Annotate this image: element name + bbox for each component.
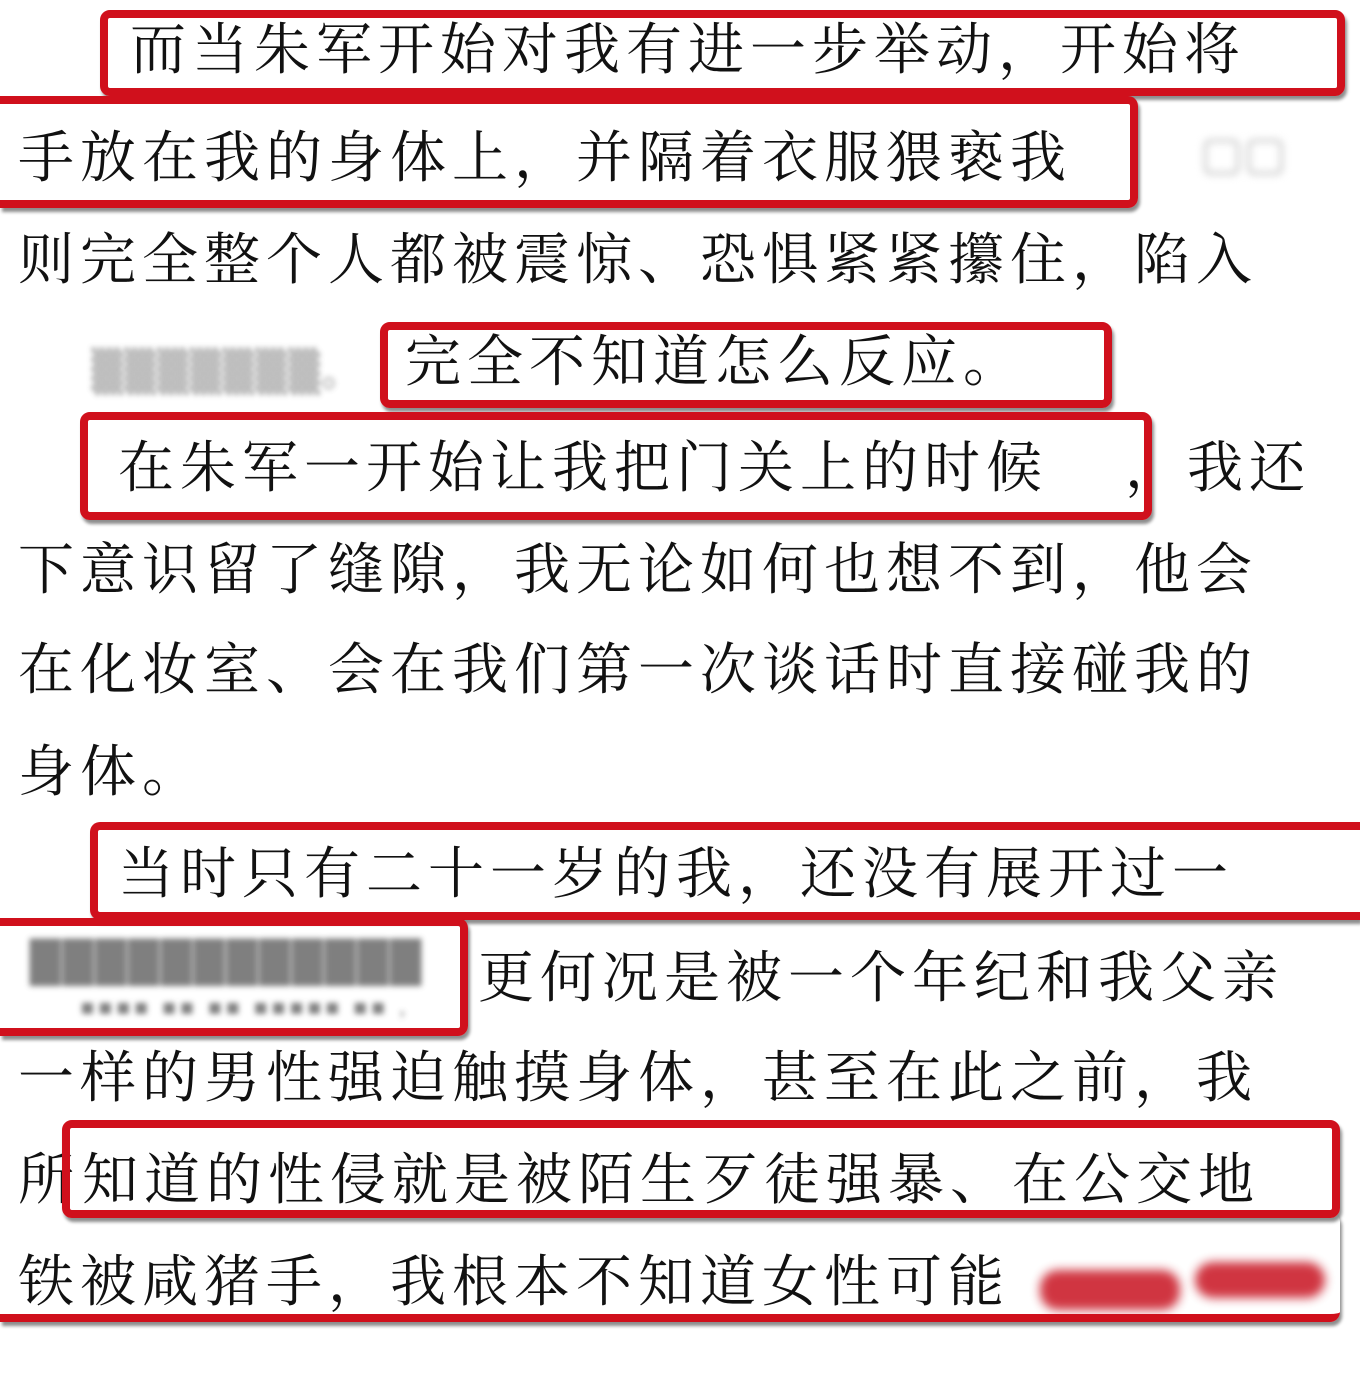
paragraph-2-line-1-tail: ，我还 xyxy=(1125,436,1311,501)
paragraph-1-line-4: 完全不知道怎么反应。 xyxy=(405,330,1025,395)
obscured-text: ████████████ xyxy=(30,940,424,986)
paragraph-2-line-3: 在化妆室、会在我们第一次谈话时直接碰我的 xyxy=(18,638,1258,703)
obscured-text: ▒▒▒▒▒▒▒。 xyxy=(92,349,364,395)
red-smudge xyxy=(1195,1262,1325,1298)
paragraph-2-line-1-highlighted: 在朱军一开始让我把门关上的时候 xyxy=(118,436,1048,501)
paragraph-3-line-3: 一样的男性强迫触摸身体，甚至在此之前，我 xyxy=(18,1046,1258,1111)
paragraph-2-line-4: 身体。 xyxy=(18,740,204,805)
paragraph-3-line-4-head: 所 xyxy=(18,1148,80,1213)
obscured-text: ▪▪▪▪ ▪▪ ▪▪ ▪▪▪▪▪ ▪▪ ， xyxy=(80,995,424,1020)
paragraph-1-line-3: 则完全整个人都被震惊、恐惧紧紧攥住，陷入 xyxy=(18,228,1258,293)
paragraph-1-line-2: 手放在我的身体上，并隔着衣服猥亵我 xyxy=(18,126,1072,191)
paragraph-1-line-1: 而当朱军开始对我有进一步举动，开始将 xyxy=(130,18,1246,83)
paragraph-3-line-5: 铁被咸猪手，我根本不知道女性可能 xyxy=(18,1250,1010,1315)
paragraph-3-line-2: 更何况是被一个年纪和我父亲 xyxy=(478,946,1284,1011)
paragraph-3-line-4: 知道的性侵就是被陌生歹徒强暴、在公交地 xyxy=(82,1148,1260,1213)
faint-text: ▢▢ xyxy=(1200,126,1287,180)
paragraph-2-line-2: 下意识留了缝隙，我无论如何也想不到，他会 xyxy=(18,538,1258,603)
paragraph-3-line-1: 当时只有二十一岁的我，还没有展开过一 xyxy=(118,842,1234,907)
red-smudge xyxy=(1040,1270,1180,1310)
